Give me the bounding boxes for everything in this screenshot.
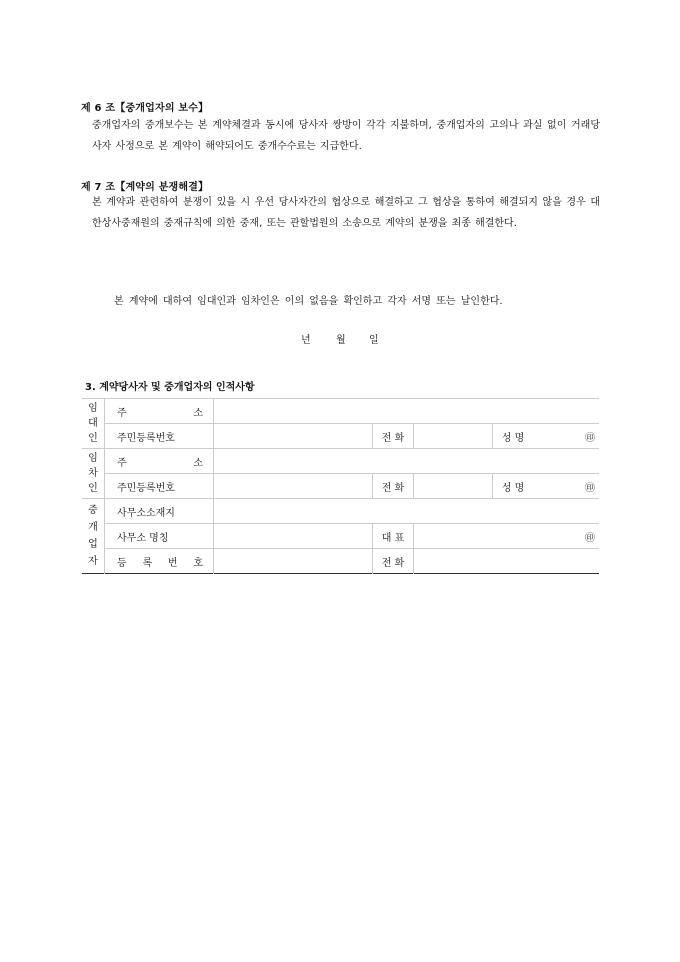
date-month: 월 — [336, 335, 346, 346]
group-broker — [82, 499, 105, 574]
article-7-title: 제 7 조【계약의 분쟁해결】 — [81, 182, 209, 193]
lessee-id-label: 주민등록번호 — [105, 474, 214, 499]
lessee-phone-label: 전 화 — [373, 474, 414, 499]
date-day: 일 — [369, 335, 379, 346]
section-3-title: 3. 계약당사자 및 중개업자의 인적사항 — [85, 382, 255, 393]
broker-office-name-label: 사무소 명칭 — [105, 524, 214, 549]
table-row — [82, 549, 599, 574]
lessee-name-label: 성 명 — [493, 474, 534, 499]
group-lessee — [82, 449, 105, 499]
table-row — [82, 424, 599, 449]
lessor-id-label: 주민등록번호 — [105, 424, 214, 449]
lessee-address-label: 주 소 — [105, 449, 214, 474]
lessor-name-label: 성 명 — [493, 424, 534, 449]
broker-office-address-field[interactable] — [214, 499, 600, 524]
lessor-phone-field[interactable] — [414, 424, 493, 449]
broker-representative-field[interactable] — [414, 524, 566, 549]
group-lessee-label: 임차인 — [88, 453, 98, 494]
broker-office-name-field[interactable] — [214, 524, 373, 549]
table-row — [82, 499, 599, 524]
lessor-address-field[interactable] — [214, 399, 600, 424]
table-row — [82, 399, 599, 424]
lessee-name-field[interactable] — [533, 474, 565, 499]
broker-phone-label: 전 화 — [373, 549, 414, 574]
broker-seal-mark: ㊞ — [565, 524, 599, 549]
article-6-body: 중개업자의 중개보수는 본 계약체결과 동시에 당사자 쌍방이 각각 지불하며, 중개업자의 고의나 과실 없이 거래당사자 사정으로 본 계약이 해약되어도 중개수수료는 지급한다. — [92, 120, 600, 152]
table-row — [82, 449, 599, 474]
group-lessor — [82, 399, 105, 449]
date-year: 년 — [301, 335, 311, 346]
broker-reg-number-field[interactable] — [214, 549, 373, 574]
lessor-name-field[interactable] — [533, 424, 565, 449]
lessee-id-field[interactable] — [214, 474, 373, 499]
article-6-title: 제 6 조【중개업자의 보수】 — [81, 103, 209, 114]
lessee-seal-mark: ㊞ — [565, 474, 599, 499]
article-7-body: 본 계약과 관련하여 분쟁이 있을 시 우선 당사자간의 협상으로 해결하고 그 협상을 통하여 해결되지 않을 경우 대한상사중재원의 중재규칙에 의한 중재, 또는 관할법원의 소송으로 계약의 분쟁을 최종 해결한다. — [92, 197, 600, 229]
broker-reg-number-label: 등 록 번 호 — [105, 549, 214, 574]
broker-representative-label: 대 표 — [373, 524, 414, 549]
parties-table — [82, 398, 599, 574]
group-broker-label: 중개업자 — [88, 505, 98, 567]
lessee-address-field[interactable] — [214, 449, 600, 474]
lessee-phone-field[interactable] — [414, 474, 493, 499]
lessor-id-field[interactable] — [214, 424, 373, 449]
group-lessor-label: 임대인 — [88, 403, 98, 444]
lessor-address-label: 주 소 — [105, 399, 214, 424]
lessor-seal-mark: ㊞ — [565, 424, 599, 449]
broker-phone-field[interactable] — [414, 549, 600, 574]
lessor-phone-label: 전 화 — [373, 424, 414, 449]
confirmation-statement: 본 계약에 대하여 임대인과 임차인은 이의 없음을 확인하고 각자 서명 또는 날인한다. — [114, 296, 503, 307]
broker-office-address-label: 사무소소재지 — [105, 499, 214, 524]
table-row — [82, 524, 599, 549]
table-row — [82, 474, 599, 499]
